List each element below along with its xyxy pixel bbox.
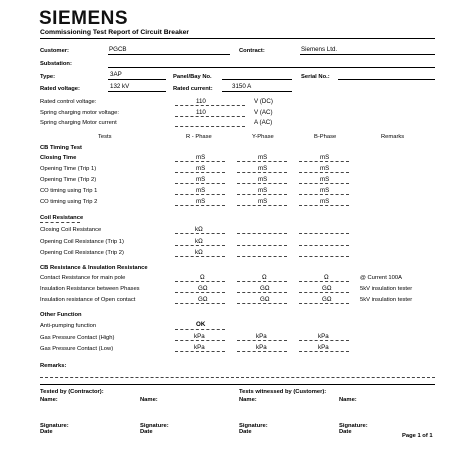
row-line bbox=[237, 256, 287, 257]
column-b-phase: B-Phase bbox=[314, 134, 337, 140]
row-line bbox=[175, 172, 225, 173]
row-line bbox=[237, 205, 287, 206]
rated-current-line bbox=[222, 91, 292, 92]
supply-label: Spring charging motor voltage: bbox=[40, 110, 119, 116]
contractor-name-2: Name: bbox=[140, 397, 158, 403]
serial-label: Serial No.: bbox=[301, 74, 330, 80]
rated-current-value: 3150 A bbox=[232, 83, 252, 90]
supply-label: Rated control voltage: bbox=[40, 99, 97, 105]
supply-label: Spring charging Motor current bbox=[40, 120, 117, 126]
row-line bbox=[237, 351, 287, 352]
row-label: Insulation resistance of Open contact bbox=[40, 297, 136, 303]
cell-b: GΩ bbox=[322, 285, 332, 292]
contractor-signature-1: Signature: bbox=[40, 423, 69, 429]
panel-label: Panel/Bay No. bbox=[173, 74, 212, 80]
row-line bbox=[175, 351, 225, 352]
row-line bbox=[299, 233, 349, 234]
row-line bbox=[299, 205, 349, 206]
row-label: Insulation Resistance between Phases bbox=[40, 286, 140, 292]
contractor-name-1: Name: bbox=[40, 397, 58, 403]
contract-value: Siemens Ltd. bbox=[301, 46, 338, 53]
supply-value: 110 bbox=[196, 109, 206, 116]
cell-b: mS bbox=[320, 154, 330, 161]
supply-value: 110 bbox=[196, 98, 206, 105]
rated-voltage-label: Rated voltage: bbox=[40, 86, 80, 92]
contractor-date-2: Date bbox=[140, 429, 153, 435]
row-line bbox=[237, 183, 287, 184]
row-label: Opening Time (Trip 2) bbox=[40, 177, 97, 183]
customer-date-2: Date bbox=[339, 429, 352, 435]
cell-y: mS bbox=[258, 154, 268, 161]
row-line bbox=[299, 281, 349, 282]
remarks-line bbox=[40, 377, 435, 378]
cell-b: mS bbox=[320, 176, 330, 183]
cell-b: mS bbox=[320, 165, 330, 172]
title-rule bbox=[40, 38, 435, 39]
row-line bbox=[237, 245, 287, 246]
row-line bbox=[237, 303, 287, 304]
cell-r: mS bbox=[196, 165, 206, 172]
row-line bbox=[175, 329, 225, 330]
report-title: Commissioning Test Report of Circuit Breaker bbox=[40, 29, 190, 36]
row-label: Opening Coil Resistance (Trip 2) bbox=[40, 250, 124, 256]
section-contact: CB Resistance & Insulation Resistance bbox=[40, 265, 148, 271]
row-label: Gas Pressure Contact (Low) bbox=[40, 346, 114, 352]
cell-r: mS bbox=[196, 154, 206, 161]
row-line bbox=[299, 303, 349, 304]
cell-r: kPa bbox=[194, 344, 205, 351]
panel-line bbox=[222, 79, 292, 80]
page-number: Page 1 of 1 bbox=[402, 433, 433, 439]
row-label: CO timing using Trip 1 bbox=[40, 188, 98, 194]
row-line bbox=[175, 161, 225, 162]
serial-line bbox=[338, 79, 435, 80]
siemens-logo: SIEMENS bbox=[39, 8, 129, 29]
row-label: Gas Pressure Contact (High) bbox=[40, 335, 115, 341]
rated-voltage-line bbox=[108, 91, 166, 92]
section-coil: Coil Resistance bbox=[40, 215, 84, 221]
column-tests: Tests bbox=[98, 134, 112, 140]
cell-r: kPa bbox=[194, 333, 205, 340]
row-line bbox=[237, 340, 287, 341]
cell-y: mS bbox=[258, 165, 268, 172]
row-line bbox=[175, 292, 225, 293]
cell-b: GΩ bbox=[322, 296, 332, 303]
customer-value: PGCB bbox=[109, 46, 127, 53]
cell-r: kΩ bbox=[195, 249, 203, 256]
customer-signature-2: Signature: bbox=[339, 423, 368, 429]
contract-label: Contract: bbox=[239, 48, 265, 54]
row-line bbox=[237, 172, 287, 173]
cell-y: mS bbox=[258, 187, 268, 194]
cell-y: GΩ bbox=[260, 285, 270, 292]
row-line bbox=[175, 245, 225, 246]
cell-b: kPa bbox=[318, 333, 329, 340]
cell-r: Ω bbox=[200, 274, 205, 281]
column-y-phase: Y-Phase bbox=[252, 134, 274, 140]
customer-name-1: Name: bbox=[239, 397, 257, 403]
cell-b: mS bbox=[320, 198, 330, 205]
cell-r: mS bbox=[196, 176, 206, 183]
substation-label: Substation: bbox=[40, 61, 72, 67]
cell-b: mS bbox=[320, 187, 330, 194]
row-line bbox=[175, 194, 225, 195]
customer-date-1: Date bbox=[239, 429, 252, 435]
customer-signature-1: Signature: bbox=[239, 423, 268, 429]
cell-r: kΩ bbox=[195, 238, 203, 245]
row-line bbox=[237, 233, 287, 234]
column-r-phase: R - Phase bbox=[186, 134, 212, 140]
cell-r: kΩ bbox=[195, 226, 203, 233]
cell-r: OK bbox=[196, 321, 206, 328]
supply-line bbox=[175, 126, 245, 127]
section-underline bbox=[40, 222, 80, 223]
cell-y: kPa bbox=[256, 344, 267, 351]
supply-unit: V (DC) bbox=[254, 98, 273, 105]
row-line bbox=[175, 183, 225, 184]
row-line bbox=[237, 161, 287, 162]
row-label: Opening Time (Trip 1) bbox=[40, 166, 97, 172]
remarks-rule bbox=[40, 384, 435, 385]
row-line bbox=[299, 245, 349, 246]
row-line bbox=[299, 172, 349, 173]
rated-voltage-value: 132 kV bbox=[110, 83, 130, 90]
cell-r: mS bbox=[196, 198, 206, 205]
row-line bbox=[237, 281, 287, 282]
rated-current-label: Rated current: bbox=[173, 86, 213, 92]
supply-unit: V (AC) bbox=[254, 109, 273, 116]
row-line bbox=[175, 303, 225, 304]
cell-b: Ω bbox=[324, 274, 329, 281]
type-label: Type: bbox=[40, 74, 56, 80]
cell-remarks: 5kV insulation tester bbox=[360, 297, 413, 303]
section-other: Other Function bbox=[40, 312, 82, 318]
row-line bbox=[237, 194, 287, 195]
row-line bbox=[299, 194, 349, 195]
cell-remarks: 5kV insulation tester bbox=[360, 286, 413, 292]
type-value: 3AP bbox=[110, 71, 122, 78]
cell-r: mS bbox=[196, 187, 206, 194]
row-label: Anti-pumping function bbox=[40, 323, 97, 329]
row-line bbox=[175, 340, 225, 341]
supply-unit: A (AC) bbox=[254, 119, 273, 126]
row-line bbox=[299, 183, 349, 184]
row-line bbox=[299, 351, 349, 352]
cell-r: GΩ bbox=[198, 285, 208, 292]
customer-label: Customer: bbox=[40, 48, 69, 54]
cell-y: GΩ bbox=[260, 296, 270, 303]
row-line bbox=[237, 292, 287, 293]
row-label: Closing Time bbox=[40, 155, 77, 161]
row-label: CO timing using Trip 2 bbox=[40, 199, 98, 205]
contractor-date-1: Date bbox=[40, 429, 53, 435]
column-remarks: Remarks bbox=[381, 134, 405, 140]
row-line bbox=[175, 256, 225, 257]
contractor-signature-2: Signature: bbox=[140, 423, 169, 429]
supply-line bbox=[175, 116, 245, 117]
customer-name-2: Name: bbox=[339, 397, 357, 403]
row-line bbox=[175, 233, 225, 234]
cell-y: kPa bbox=[256, 333, 267, 340]
supply-line bbox=[175, 105, 245, 106]
type-line bbox=[108, 79, 166, 80]
contract-line bbox=[300, 54, 435, 55]
cell-y: Ω bbox=[262, 274, 267, 281]
tested-by-label: Tested by (Contractor): bbox=[40, 389, 104, 395]
row-label: Contact Resistance for main pole bbox=[40, 275, 126, 281]
section-timing: CB Timing Test bbox=[40, 145, 82, 151]
row-line bbox=[299, 340, 349, 341]
cell-y: mS bbox=[258, 176, 268, 183]
cell-b: kPa bbox=[318, 344, 329, 351]
witnessed-by-label: Tests witnessed by (Customer): bbox=[239, 389, 327, 395]
row-line bbox=[299, 256, 349, 257]
row-line bbox=[175, 281, 225, 282]
row-line bbox=[299, 161, 349, 162]
row-label: Closing Coil Resistance bbox=[40, 227, 102, 233]
row-line bbox=[175, 205, 225, 206]
row-label: Opening Coil Resistance (Trip 1) bbox=[40, 239, 124, 245]
customer-line bbox=[108, 54, 230, 55]
substation-line bbox=[108, 67, 435, 68]
cell-y: mS bbox=[258, 198, 268, 205]
cell-r: GΩ bbox=[198, 296, 208, 303]
row-line bbox=[299, 292, 349, 293]
remarks-label: Remarks: bbox=[40, 363, 67, 369]
cell-remarks: @ Current 100A bbox=[360, 275, 402, 281]
